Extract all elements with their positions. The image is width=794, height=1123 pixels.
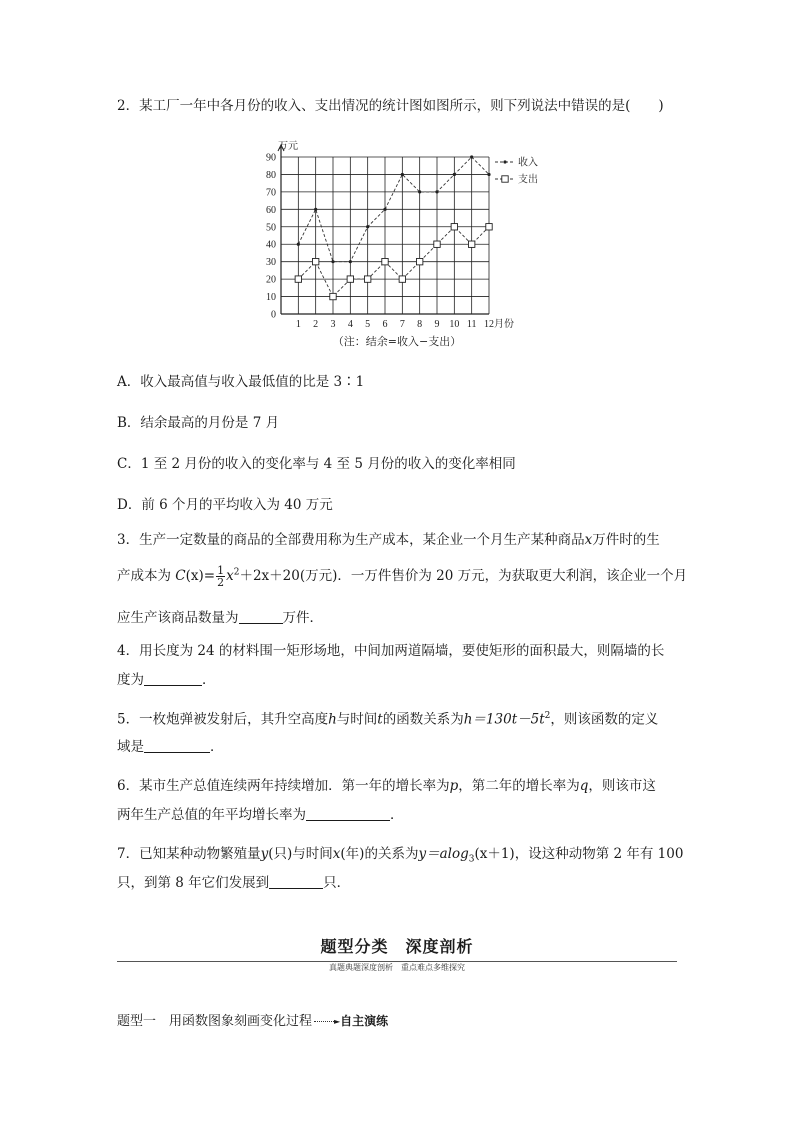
expense-point bbox=[364, 276, 370, 282]
expense-point bbox=[330, 293, 336, 299]
y-tick-label: 30 bbox=[266, 257, 276, 269]
question-7-text-2: 只，到第 8 年它们发展到 bbox=[117, 875, 270, 891]
answer-blank-q7[interactable] bbox=[269, 875, 323, 889]
x-tick-label: 2 bbox=[313, 319, 319, 330]
expense-point bbox=[468, 241, 474, 247]
question-3-line-1 bbox=[117, 534, 682, 548]
question-7-text-b: (只)与时间 bbox=[268, 846, 333, 862]
y-tick-label: 10 bbox=[266, 292, 276, 304]
income-expense-chart bbox=[255, 138, 545, 333]
income-point bbox=[435, 190, 438, 193]
question-6-line-2 bbox=[117, 807, 682, 823]
x-tick-label: 4 bbox=[347, 319, 353, 330]
question-3-text-3: 应生产该商品数量为 bbox=[117, 610, 239, 626]
answer-blank-q3[interactable] bbox=[239, 610, 283, 624]
leader-dots bbox=[314, 1021, 334, 1022]
expense-point bbox=[382, 258, 388, 264]
question-5-text-2: 域是 bbox=[117, 739, 144, 755]
question-2-text: 2．某工厂一年中各月份的收入、支出情况的统计图如图所示，则下列说法中错误的是( bbox=[117, 98, 631, 114]
option-a: A．收入最高值与收入最低值的比是 3∶1 bbox=[117, 374, 365, 390]
fraction-denominator: 2 bbox=[217, 576, 225, 589]
y-tick-label: 20 bbox=[266, 274, 276, 286]
question-3-fraction bbox=[216, 565, 225, 588]
y-tick-label: 40 bbox=[266, 239, 276, 251]
fraction-numerator: 1 bbox=[217, 564, 225, 577]
income-point bbox=[331, 260, 334, 263]
option-b: B．结余最高的月份是 7 月 bbox=[117, 415, 280, 431]
question-4-text-2: 度为 bbox=[117, 672, 144, 688]
question-5-end: ． bbox=[210, 739, 224, 755]
topic-label: 题型一 用函数图象刻画变化过程 bbox=[117, 1014, 313, 1029]
y-axis-label: 万元 bbox=[278, 141, 298, 152]
expense-point bbox=[399, 276, 405, 282]
answer-blank-q4[interactable] bbox=[144, 672, 202, 686]
question-5-var-t: t bbox=[377, 711, 383, 728]
question-7-end: 只． bbox=[323, 875, 351, 891]
income-point bbox=[297, 243, 300, 246]
income-point bbox=[418, 190, 421, 193]
arrow-icon: ► bbox=[334, 1017, 341, 1026]
x-tick-label: 8 bbox=[417, 319, 423, 330]
option-d: D．前 6 个月的平均收入为 40 万元 bbox=[117, 497, 333, 513]
question-4-line-1: 4．用长度为 24 的材料围一矩形场地，中间加两道隔墙，要使矩形的面积最大，则隔墙的长 bbox=[117, 643, 665, 659]
question-3-text-1b: 万件时的生 bbox=[592, 532, 660, 548]
question-5-text-c: 的函数关系为 bbox=[382, 711, 464, 728]
topic-heading bbox=[117, 1010, 388, 1029]
question-7-line-1 bbox=[117, 848, 682, 865]
question-5-line-1 bbox=[117, 712, 682, 727]
expense-point bbox=[486, 224, 492, 230]
expense-point bbox=[347, 276, 353, 282]
question-2-close-paren: ) bbox=[658, 98, 664, 114]
question-7-log-base: 3 bbox=[468, 854, 475, 865]
question-6-end: ． bbox=[390, 807, 404, 823]
x-tick-label: 3 bbox=[330, 319, 336, 330]
question-4-end: ． bbox=[202, 672, 216, 688]
question-4-line-2 bbox=[117, 672, 682, 688]
x-tick-label: 12 bbox=[484, 319, 494, 330]
question-5-formula: h＝130t－5t bbox=[463, 711, 545, 728]
question-7-formula-rest: (x＋1)，设这种动物第 2 年有 100 bbox=[474, 846, 684, 862]
question-3-func-arg: (x)= bbox=[185, 568, 216, 584]
y-tick-label: 70 bbox=[266, 187, 276, 199]
income-point bbox=[470, 155, 473, 158]
x-tick-label: 6 bbox=[382, 319, 388, 330]
income-point bbox=[383, 208, 386, 211]
y-tick-label: 90 bbox=[266, 152, 276, 164]
question-3-text-1: 3．生产一定数量的商品的全部费用称为生产成本，某企业一个月生产某种商品 bbox=[117, 532, 585, 548]
expense-point bbox=[434, 241, 440, 247]
chart-note: （注：结余=收入−支出） bbox=[332, 335, 462, 348]
expense-point bbox=[416, 258, 422, 264]
topic-tail-label: 自主演练 bbox=[340, 1014, 389, 1028]
x-tick-label: 1 bbox=[295, 319, 301, 330]
question-7-text-c: (年)的关系为 bbox=[340, 846, 419, 862]
question-6-text-2: 两年生产总值的年平均增长率为 bbox=[117, 807, 306, 823]
legend-label-income: 收入 bbox=[518, 157, 538, 169]
question-7-text-a: 7．已知某种动物繁殖量 bbox=[117, 846, 261, 862]
answer-blank-q5[interactable] bbox=[144, 739, 210, 753]
x-tick-label: 9 bbox=[434, 319, 440, 330]
expense-point bbox=[312, 258, 318, 264]
question-7-var-y: y bbox=[260, 846, 269, 862]
income-point bbox=[453, 173, 456, 176]
question-3-poly-exponent: 2 bbox=[233, 567, 240, 578]
question-6-text-c: ，则该市这 bbox=[588, 778, 656, 794]
y-tick-label: 60 bbox=[266, 204, 276, 216]
question-3-text-2b: ＋2x＋20(万元)．一万件售价为 20 万元，为获取更大利润，该企业一个月 bbox=[239, 568, 688, 584]
expense-point bbox=[451, 224, 457, 230]
y-tick-label: 80 bbox=[266, 169, 276, 181]
section-subtitle: 真题典题深度剖析 重点难点多维探究 bbox=[323, 963, 471, 972]
income-point bbox=[401, 173, 404, 176]
option-c: C．1 至 2 月份的收入的变化率与 4 至 5 月份的收入的变化率相同 bbox=[117, 456, 516, 472]
expense-point bbox=[295, 276, 301, 282]
x-axis-label: 月份 bbox=[494, 319, 514, 330]
question-3-text-2: 产成本为 bbox=[117, 568, 171, 584]
question-3-line-2 bbox=[117, 564, 688, 589]
legend-label-expense: 支出 bbox=[518, 174, 538, 186]
income-point bbox=[314, 208, 317, 211]
question-3-text-3-end: 万件． bbox=[282, 610, 323, 626]
question-5-line-2 bbox=[117, 739, 682, 755]
y-tick-label: 50 bbox=[266, 222, 276, 234]
question-7-line-2 bbox=[117, 875, 682, 891]
section-subtitle-wrap bbox=[0, 955, 794, 974]
question-3-var-x: x bbox=[584, 532, 593, 548]
legend-marker-expense bbox=[502, 176, 508, 182]
question-5-text-d: ，则该函数的定义 bbox=[550, 711, 659, 728]
section-title: 题型分类 深度剖析 bbox=[320, 937, 474, 956]
question-5-exponent: 2 bbox=[544, 711, 551, 721]
question-7-var-x: x bbox=[332, 846, 341, 862]
income-point bbox=[366, 225, 369, 228]
question-2-stem bbox=[117, 100, 682, 114]
question-6-line-1 bbox=[117, 780, 682, 794]
question-6-text-a: 6．某市生产总值连续两年持续增加．第一年的增长率为 bbox=[117, 778, 450, 794]
legend-marker-income bbox=[503, 160, 506, 163]
question-3-func-name: C bbox=[175, 568, 186, 584]
income-point bbox=[487, 173, 490, 176]
question-6-text-b: ，第二年的增长率为 bbox=[458, 778, 580, 794]
x-tick-label: 11 bbox=[466, 319, 477, 330]
question-3-poly-var: x bbox=[226, 568, 234, 584]
x-tick-label: 10 bbox=[449, 319, 460, 330]
question-5-text-b: 与时间 bbox=[336, 711, 378, 728]
question-5-var-h: h bbox=[328, 711, 337, 728]
answer-blank-q6[interactable] bbox=[306, 807, 390, 821]
x-tick-label: 7 bbox=[399, 319, 405, 330]
income-point bbox=[349, 260, 352, 263]
question-3-line-3 bbox=[117, 610, 682, 626]
question-7-formula: y＝alog bbox=[418, 846, 469, 862]
question-6-var-q: q bbox=[579, 778, 589, 794]
y-tick-label: 0 bbox=[271, 309, 276, 321]
x-tick-label: 5 bbox=[365, 319, 371, 330]
question-5-text-a: 5．一枚炮弹被发射后，其升空高度 bbox=[117, 711, 329, 728]
question-6-var-p: p bbox=[449, 778, 459, 794]
